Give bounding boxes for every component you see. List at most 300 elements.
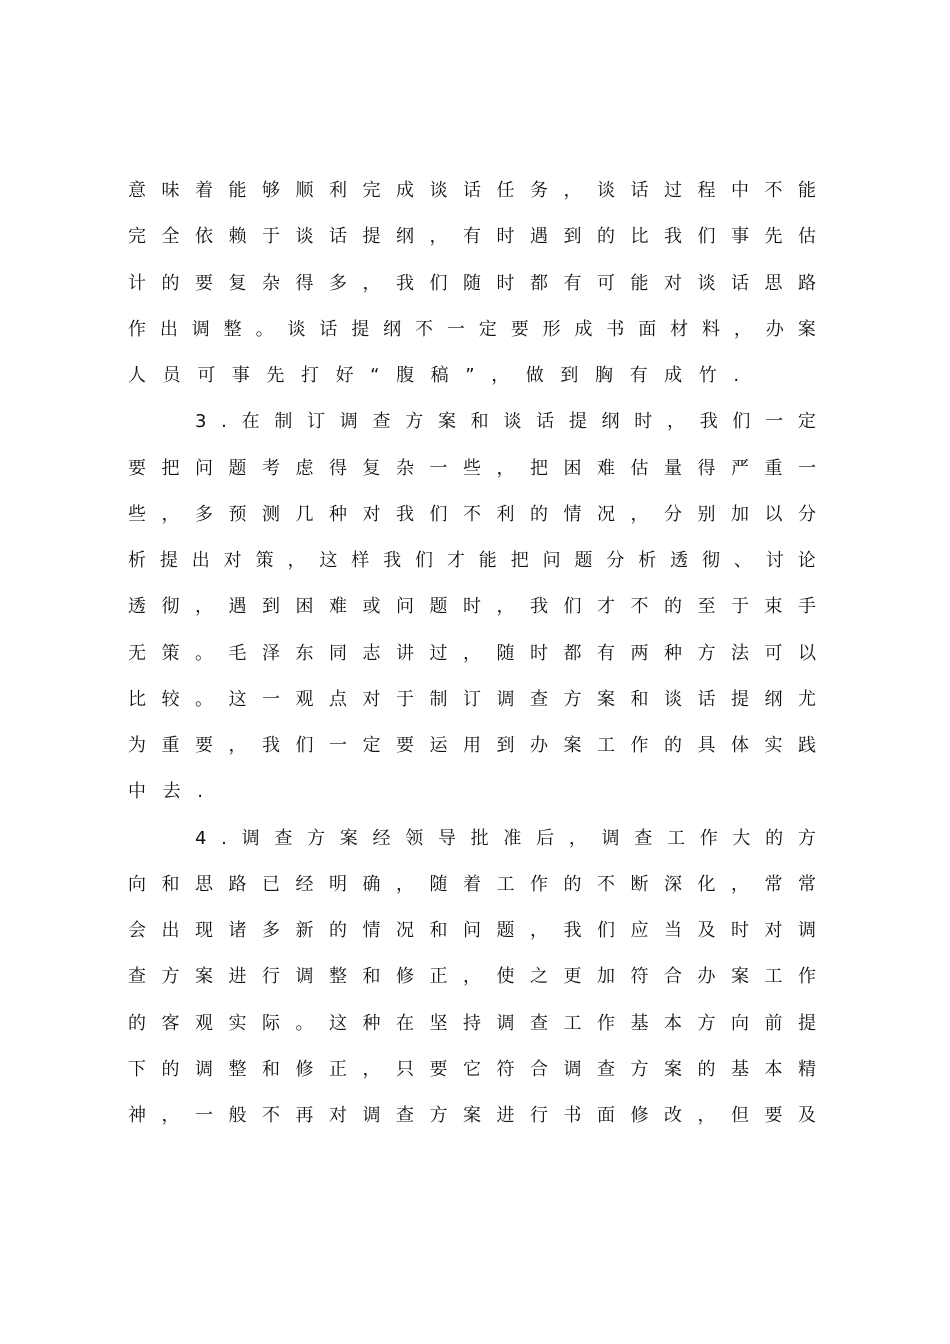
- text-char: 们: [295, 735, 314, 756]
- text-char: “: [370, 365, 380, 386]
- text-char: 有: [463, 226, 481, 248]
- text-char: 话: [463, 180, 481, 201]
- text-char: 领: [405, 827, 424, 849]
- text-char: 要: [195, 272, 213, 294]
- text-char: ，: [195, 596, 213, 618]
- text-char: 查: [128, 966, 146, 988]
- text-char: 正: [329, 1058, 347, 1080]
- text-char: 遇: [530, 226, 548, 248]
- text-char: 用: [463, 735, 481, 756]
- text-char: 谈: [287, 318, 306, 340]
- text-char: 调: [195, 1058, 213, 1080]
- text-char: 我: [396, 503, 414, 525]
- text-char: 对: [362, 688, 381, 710]
- text-char: 一: [429, 457, 448, 479]
- text-char: 着: [195, 180, 213, 201]
- text-char: 体: [731, 735, 749, 756]
- text-char: 况: [597, 503, 615, 525]
- text-char: 都: [530, 272, 548, 294]
- text-char: 提: [159, 550, 178, 571]
- text-char: 不: [262, 1105, 280, 1126]
- text-char: 思: [764, 272, 783, 294]
- text-char: 和: [161, 873, 180, 895]
- text-char: 意: [128, 180, 146, 201]
- text-char: 符: [630, 966, 649, 988]
- text-char: 办: [697, 966, 716, 988]
- text-char: 事: [231, 365, 250, 386]
- text-char: 题: [228, 457, 247, 479]
- text-char: 出: [159, 318, 178, 340]
- text-char: 的: [765, 827, 784, 849]
- text-char: ，: [287, 550, 306, 571]
- text-char: 们: [732, 411, 751, 433]
- text-char: 案: [339, 827, 358, 849]
- text-char: 这: [329, 1012, 347, 1034]
- text-char: 准: [503, 827, 522, 849]
- text-line: [128, 176, 816, 206]
- text-char: 事: [731, 226, 749, 248]
- text-char: 和: [362, 966, 381, 988]
- text-char: 查: [396, 1105, 414, 1126]
- text-char: 查: [274, 827, 293, 849]
- text-char: 复: [362, 457, 381, 479]
- text-char: 方: [429, 1105, 448, 1126]
- text-char: 方: [697, 1012, 716, 1034]
- text-char: 提: [362, 226, 381, 248]
- text-char: 透: [128, 596, 146, 618]
- text-char: 随: [463, 272, 481, 294]
- text-char: 杂: [396, 457, 414, 479]
- text-char: ，: [630, 503, 649, 525]
- text-char: 应: [630, 920, 649, 941]
- text-char: 3: [195, 411, 207, 433]
- text-char: 本: [664, 1012, 682, 1034]
- text-char: 东: [295, 642, 314, 664]
- text-char: 我: [530, 596, 548, 618]
- text-char: 经: [295, 873, 314, 895]
- text-char: 案: [797, 318, 816, 340]
- text-char: 无: [128, 642, 146, 664]
- text-char: 一: [329, 735, 347, 756]
- text-char: 。: [195, 688, 213, 710]
- text-char: 查: [634, 827, 653, 849]
- text-char: 正: [429, 966, 448, 988]
- text-char: 作: [798, 966, 816, 988]
- text-char: 大: [732, 827, 751, 849]
- text-char: 能: [630, 272, 649, 294]
- text-char: 问: [396, 596, 414, 618]
- text-char: 些: [463, 457, 481, 479]
- text-line: [128, 685, 816, 715]
- text-char: 分: [664, 503, 682, 525]
- text-char: 。: [295, 1012, 314, 1034]
- text-char: 去: [162, 781, 181, 803]
- text-char: 。: [255, 318, 274, 340]
- text-char: 形: [542, 318, 561, 340]
- text-char: 情: [362, 920, 381, 941]
- text-char: 整: [329, 966, 347, 988]
- text-char: 定: [797, 411, 816, 433]
- text-char: 查: [530, 1012, 548, 1034]
- text-char: 案: [437, 411, 456, 433]
- text-char: 面: [597, 1105, 615, 1126]
- text-line: [128, 315, 816, 345]
- text-char: 的: [161, 272, 180, 294]
- text-char: 程: [697, 180, 716, 201]
- text-char: 到: [262, 596, 280, 618]
- text-char: 的: [530, 503, 548, 525]
- text-char: 况: [396, 920, 414, 941]
- text-char: 到: [563, 226, 582, 248]
- text-char: 谈: [697, 272, 716, 294]
- text-char: 话: [319, 318, 338, 340]
- text-char: 我: [563, 920, 582, 941]
- text-char: 定: [362, 735, 381, 756]
- text-char: 出: [191, 550, 210, 571]
- text-char: 我: [396, 272, 414, 294]
- text-char: 调: [339, 411, 358, 433]
- text-char: ，: [228, 735, 247, 756]
- text-char: 作: [597, 1012, 615, 1034]
- text-char: 。: [195, 642, 213, 664]
- text-char: 时: [530, 642, 548, 664]
- text-char: 对: [362, 503, 381, 525]
- text-char: 书: [606, 318, 625, 340]
- text-char: ，: [396, 873, 414, 895]
- text-char: 向: [731, 1012, 749, 1034]
- text-char: 要: [429, 1058, 448, 1080]
- text-char: 使: [496, 966, 515, 988]
- text-char: 随: [496, 642, 515, 664]
- text-char: 精: [798, 1058, 816, 1080]
- text-char: 全: [161, 226, 180, 248]
- text-char: 束: [764, 596, 783, 618]
- text-char: 路: [798, 272, 816, 294]
- text-char: ，: [563, 180, 582, 201]
- text-char: 们: [597, 920, 615, 941]
- text-char: 于: [396, 688, 414, 710]
- text-char: 方: [797, 827, 816, 849]
- text-char: 严: [731, 457, 749, 479]
- text-char: 和: [630, 688, 649, 710]
- text-char: 完: [362, 180, 381, 201]
- text-char: ，: [731, 873, 749, 895]
- text-char: 够: [262, 180, 280, 201]
- text-char: 它: [463, 1058, 481, 1080]
- text-char: 着: [463, 873, 481, 895]
- text-char: 坚: [429, 1012, 448, 1034]
- text-char: 的: [697, 1058, 716, 1080]
- text-char: 有: [563, 272, 582, 294]
- text-char: 调: [798, 920, 816, 941]
- text-char: 遇: [228, 596, 247, 618]
- text-char: 可: [764, 642, 783, 664]
- text-char: ，: [429, 226, 448, 248]
- text-char: 讲: [396, 642, 414, 664]
- text-char: 量: [664, 457, 682, 479]
- text-char: 及: [697, 920, 716, 941]
- text-char: 谈: [664, 688, 682, 710]
- text-char: 要: [128, 457, 146, 479]
- text-line: [128, 639, 816, 669]
- text-char: 不: [415, 318, 434, 340]
- text-char: 但: [731, 1105, 749, 1126]
- text-char: 调: [191, 318, 210, 340]
- text-char: 这: [228, 688, 247, 710]
- text-char: 行: [530, 1105, 548, 1126]
- text-line: [128, 962, 816, 992]
- text-char: 些: [128, 503, 146, 525]
- text-char: 进: [496, 1105, 515, 1126]
- text-char: 味: [161, 180, 180, 201]
- text-char: 彻: [161, 596, 180, 618]
- text-char: 别: [697, 503, 716, 525]
- text-char: 方: [697, 642, 716, 664]
- text-char: 查: [597, 1058, 615, 1080]
- text-char: 成: [664, 365, 683, 386]
- text-char: 方: [563, 688, 582, 710]
- text-char: 这: [319, 550, 338, 571]
- text-char: 运: [429, 735, 448, 756]
- text-char: 更: [563, 966, 582, 988]
- text-char: 才: [446, 550, 465, 571]
- text-char: 实: [764, 735, 783, 756]
- text-char: 打: [300, 365, 319, 386]
- text-char: 到: [496, 735, 515, 756]
- text-char: 调: [295, 966, 314, 988]
- text-line: [128, 777, 816, 807]
- text-char: 纲: [764, 688, 783, 710]
- text-char: 后: [536, 827, 555, 849]
- text-char: 题: [429, 596, 448, 618]
- text-char: 把: [161, 457, 180, 479]
- text-char: .: [221, 827, 227, 849]
- text-char: 任: [496, 180, 515, 201]
- text-char: 作: [128, 318, 146, 340]
- text-char: 工: [764, 966, 783, 988]
- text-char: 到: [560, 365, 579, 386]
- text-char: 策: [161, 642, 180, 664]
- text-char: 调: [563, 1058, 582, 1080]
- text-char: 的: [161, 1058, 180, 1080]
- text-char: 化: [697, 873, 716, 895]
- text-char: 们: [429, 503, 448, 525]
- text-char: ，: [161, 1105, 180, 1126]
- text-char: 难: [597, 457, 615, 479]
- text-char: .: [733, 365, 740, 386]
- text-char: 时: [496, 272, 515, 294]
- text-char: 纲: [383, 318, 402, 340]
- text-char: 估: [630, 457, 649, 479]
- text-line: [128, 592, 816, 622]
- text-char: 纲: [396, 226, 414, 248]
- text-char: 订: [463, 688, 481, 710]
- text-char: 话: [697, 688, 716, 710]
- text-char: 订: [307, 411, 326, 433]
- text-char: 依: [195, 226, 213, 248]
- text-char: 查: [530, 688, 548, 710]
- text-char: 材: [670, 318, 689, 340]
- text-char: 胸: [594, 365, 613, 386]
- text-char: 断: [630, 873, 649, 895]
- text-char: 导: [437, 827, 456, 849]
- text-char: 合: [530, 1058, 548, 1080]
- text-char: 观: [195, 1012, 213, 1034]
- text-char: 案: [463, 1105, 481, 1126]
- text-char: 践: [798, 735, 816, 756]
- text-char: 过: [664, 180, 682, 201]
- text-char: 向: [128, 873, 146, 895]
- text-char: 工: [496, 873, 515, 895]
- text-char: 竹: [698, 365, 717, 386]
- text-char: 话: [329, 226, 347, 248]
- text-char: 制: [429, 688, 448, 710]
- text-char: 完: [128, 226, 146, 248]
- text-char: 会: [128, 920, 146, 941]
- text-char: 过: [429, 642, 448, 664]
- text-char: 下: [128, 1058, 146, 1080]
- text-char: 办: [530, 735, 548, 756]
- text-char: 一: [195, 1105, 213, 1126]
- text-char: 不: [630, 596, 649, 618]
- text-char: 同: [329, 642, 347, 664]
- text-char: 较: [161, 688, 180, 710]
- text-char: 们: [563, 596, 582, 618]
- text-char: 修: [630, 1105, 649, 1126]
- text-char: .: [221, 411, 227, 433]
- text-char: 案: [597, 688, 615, 710]
- text-char: 困: [295, 596, 314, 618]
- text-char: 话: [731, 272, 749, 294]
- text-char: 对: [664, 272, 682, 294]
- text-char: 以: [798, 642, 816, 664]
- text-char: 彻: [702, 550, 721, 571]
- text-char: 或: [362, 596, 381, 618]
- text-line: [195, 407, 816, 437]
- text-char: 持: [463, 1012, 481, 1034]
- text-char: 纲: [601, 411, 620, 433]
- text-char: 案: [195, 966, 213, 988]
- text-char: 批: [470, 827, 489, 849]
- text-char: 虑: [295, 457, 314, 479]
- text-char: 得: [295, 272, 314, 294]
- text-char: 具: [697, 735, 716, 756]
- text-char: 能: [798, 180, 816, 201]
- text-char: 的: [664, 735, 682, 756]
- text-char: 工: [597, 735, 615, 756]
- text-char: 加: [597, 966, 615, 988]
- text-char: 至: [697, 596, 716, 618]
- text-char: 书: [563, 1105, 582, 1126]
- text-char: 我: [664, 226, 682, 248]
- text-char: 不: [597, 873, 615, 895]
- text-char: 时: [731, 920, 749, 941]
- text-char: 可: [597, 272, 615, 294]
- text-char: 成: [396, 180, 414, 201]
- text-char: 作: [699, 827, 718, 849]
- text-char: 基: [630, 1012, 649, 1034]
- text-char: 和: [262, 1058, 280, 1080]
- text-char: ，: [697, 1105, 716, 1126]
- text-char: 比: [630, 226, 649, 248]
- text-char: 比: [128, 688, 146, 710]
- text-char: 客: [161, 1012, 180, 1034]
- text-char: 对: [329, 1105, 347, 1126]
- text-char: ”: [465, 365, 475, 386]
- text-char: ，: [463, 642, 481, 664]
- text-char: 我: [699, 411, 718, 433]
- text-char: 改: [664, 1105, 682, 1126]
- text-char: 务: [530, 180, 548, 201]
- text-char: 们: [697, 226, 716, 248]
- text-char: 常: [798, 873, 816, 895]
- text-char: ，: [530, 920, 548, 941]
- text-char: 现: [195, 920, 213, 941]
- text-char: 修: [295, 1058, 314, 1080]
- text-char: 我: [262, 735, 280, 756]
- text-char: 查: [372, 411, 391, 433]
- text-char: 谈: [503, 411, 522, 433]
- text-char: 们: [429, 272, 448, 294]
- text-char: 预: [228, 503, 247, 525]
- text-char: 顺: [295, 180, 314, 201]
- text-char: 的: [664, 596, 682, 618]
- text-line: [128, 361, 816, 391]
- text-char: 基: [731, 1058, 749, 1080]
- text-char: 话: [630, 180, 649, 201]
- text-char: 4: [195, 827, 207, 849]
- text-char: 作: [630, 735, 649, 756]
- text-char: 赖: [228, 226, 247, 248]
- text-char: 计: [128, 272, 146, 294]
- text-char: 、: [733, 550, 752, 571]
- text-char: 情: [563, 503, 582, 525]
- text-char: 员: [162, 365, 181, 386]
- text-char: 要: [764, 1105, 783, 1126]
- text-char: 中: [128, 781, 146, 803]
- text-char: 路: [228, 873, 247, 895]
- text-line: [128, 731, 816, 761]
- text-char: ，: [496, 457, 515, 479]
- text-char: 估: [798, 226, 816, 248]
- text-char: 办: [765, 318, 784, 340]
- text-char: 修: [396, 966, 414, 988]
- text-char: 尤: [798, 688, 816, 710]
- text-char: 调: [362, 1105, 381, 1126]
- text-char: ，: [161, 503, 180, 525]
- text-char: 在: [396, 1012, 414, 1034]
- text-char: 重: [764, 457, 783, 479]
- text-line: [128, 870, 816, 900]
- text-char: ，: [491, 365, 510, 386]
- text-char: 调: [241, 827, 260, 849]
- text-char: 测: [262, 503, 280, 525]
- text-char: 多: [195, 503, 213, 525]
- text-char: 出: [161, 920, 180, 941]
- text-char: 不: [463, 503, 481, 525]
- text-char: 题: [496, 920, 515, 941]
- text-char: 一: [446, 318, 465, 340]
- text-char: ，: [496, 596, 515, 618]
- text-char: 不: [764, 180, 783, 201]
- text-char: 当: [664, 920, 682, 941]
- text-char: 提: [798, 1012, 816, 1034]
- text-char: 时: [463, 596, 481, 618]
- text-char: .: [197, 781, 203, 803]
- text-char: 再: [295, 1105, 314, 1126]
- text-char: 方: [630, 1058, 649, 1080]
- text-char: 两: [630, 642, 649, 664]
